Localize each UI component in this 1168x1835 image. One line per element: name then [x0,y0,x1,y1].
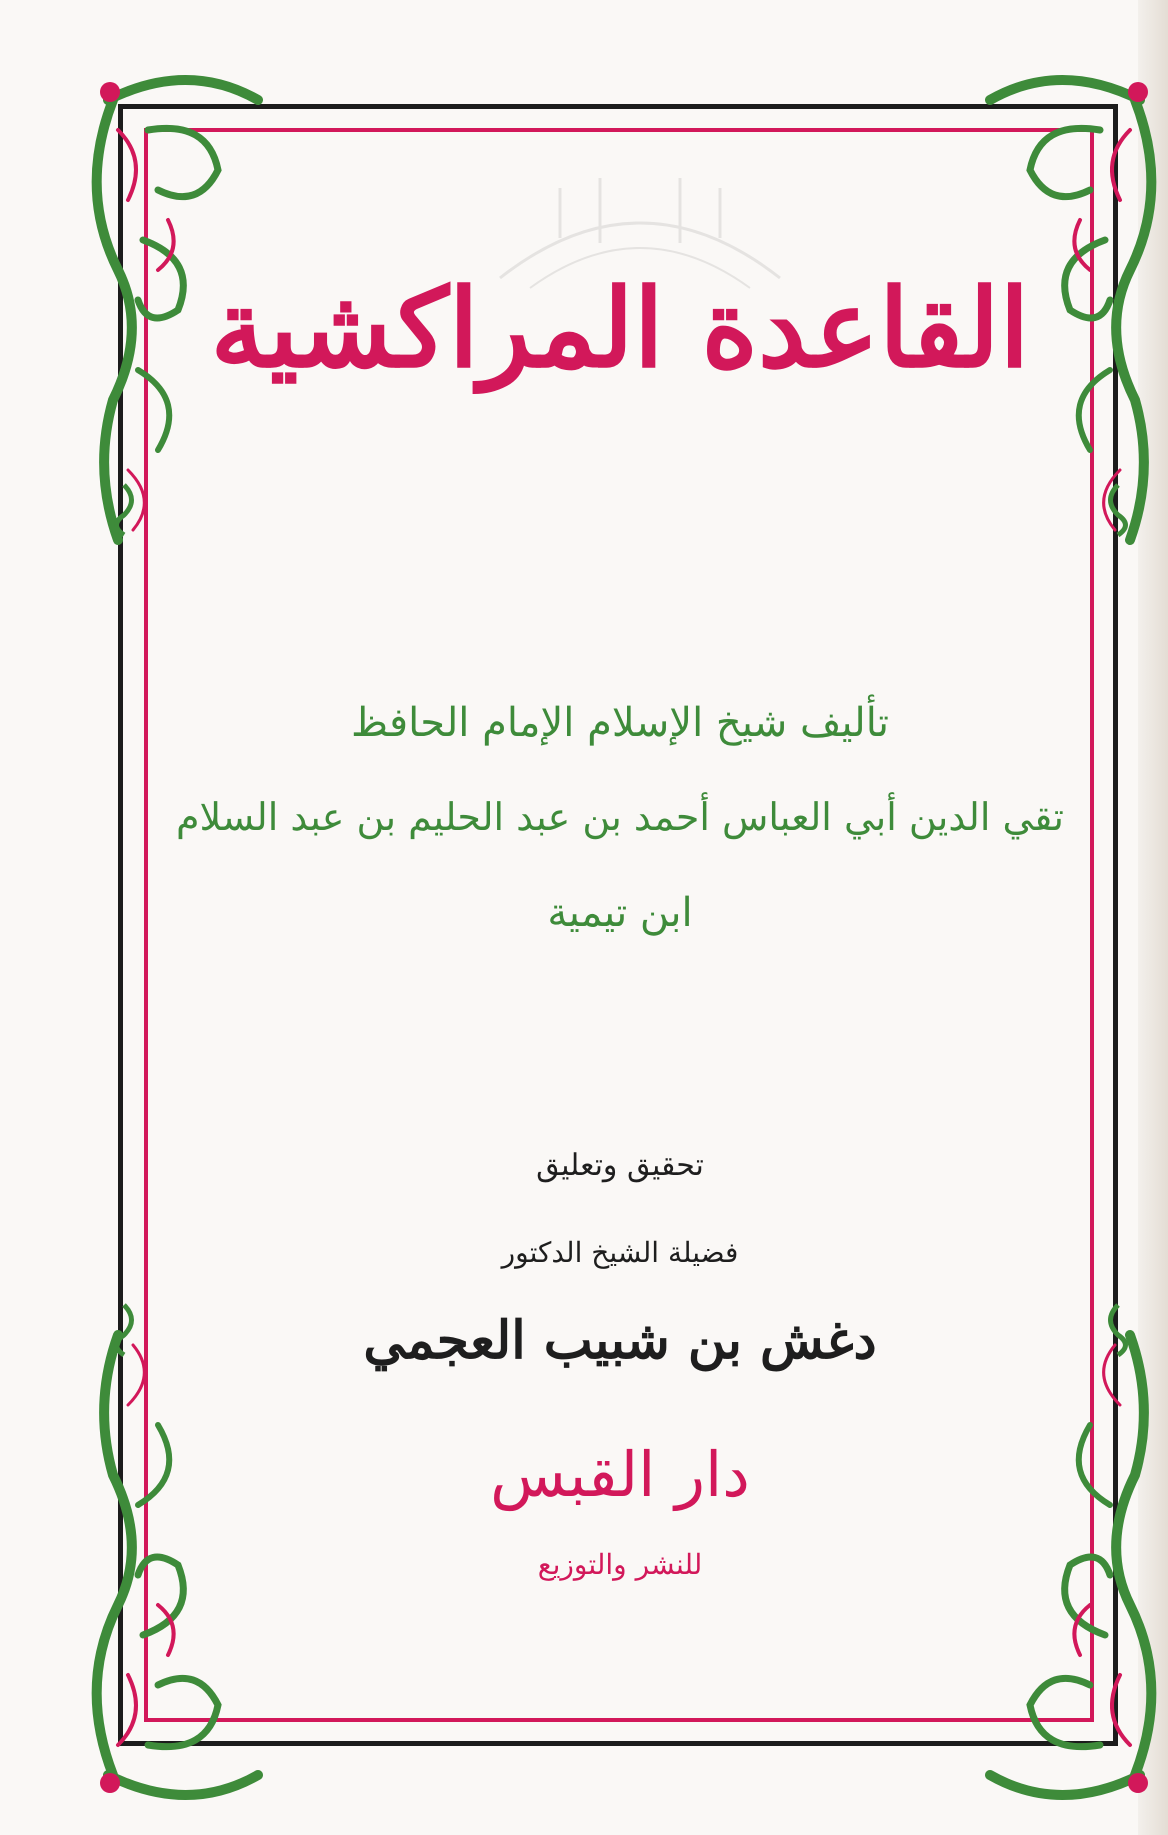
side-ornament-icon [104,480,144,540]
editor-name: دغش بن شبيب العجمي [363,1310,877,1371]
side-ornament-icon [104,1300,144,1360]
author-line-2: تقي الدين أبي العباس أحمد بن عبد الحليم بن عبد السلام [176,795,1064,839]
side-ornament-icon [1098,1300,1138,1360]
book-title: القاعدة المراكشية [210,266,1030,392]
editor-honorific: فضيلة الشيخ الدكتور [501,1236,739,1269]
side-ornament-icon [1098,480,1138,540]
publisher-name: دار القبس [490,1438,750,1511]
editing-label: تحقيق وتعليق [536,1148,704,1183]
author-line-1: تأليف شيخ الإسلام الإمام الحافظ [350,700,890,746]
author-line-3: ابن تيمية [547,890,693,936]
publisher-subtitle: للنشر والتوزيع [537,1548,703,1581]
